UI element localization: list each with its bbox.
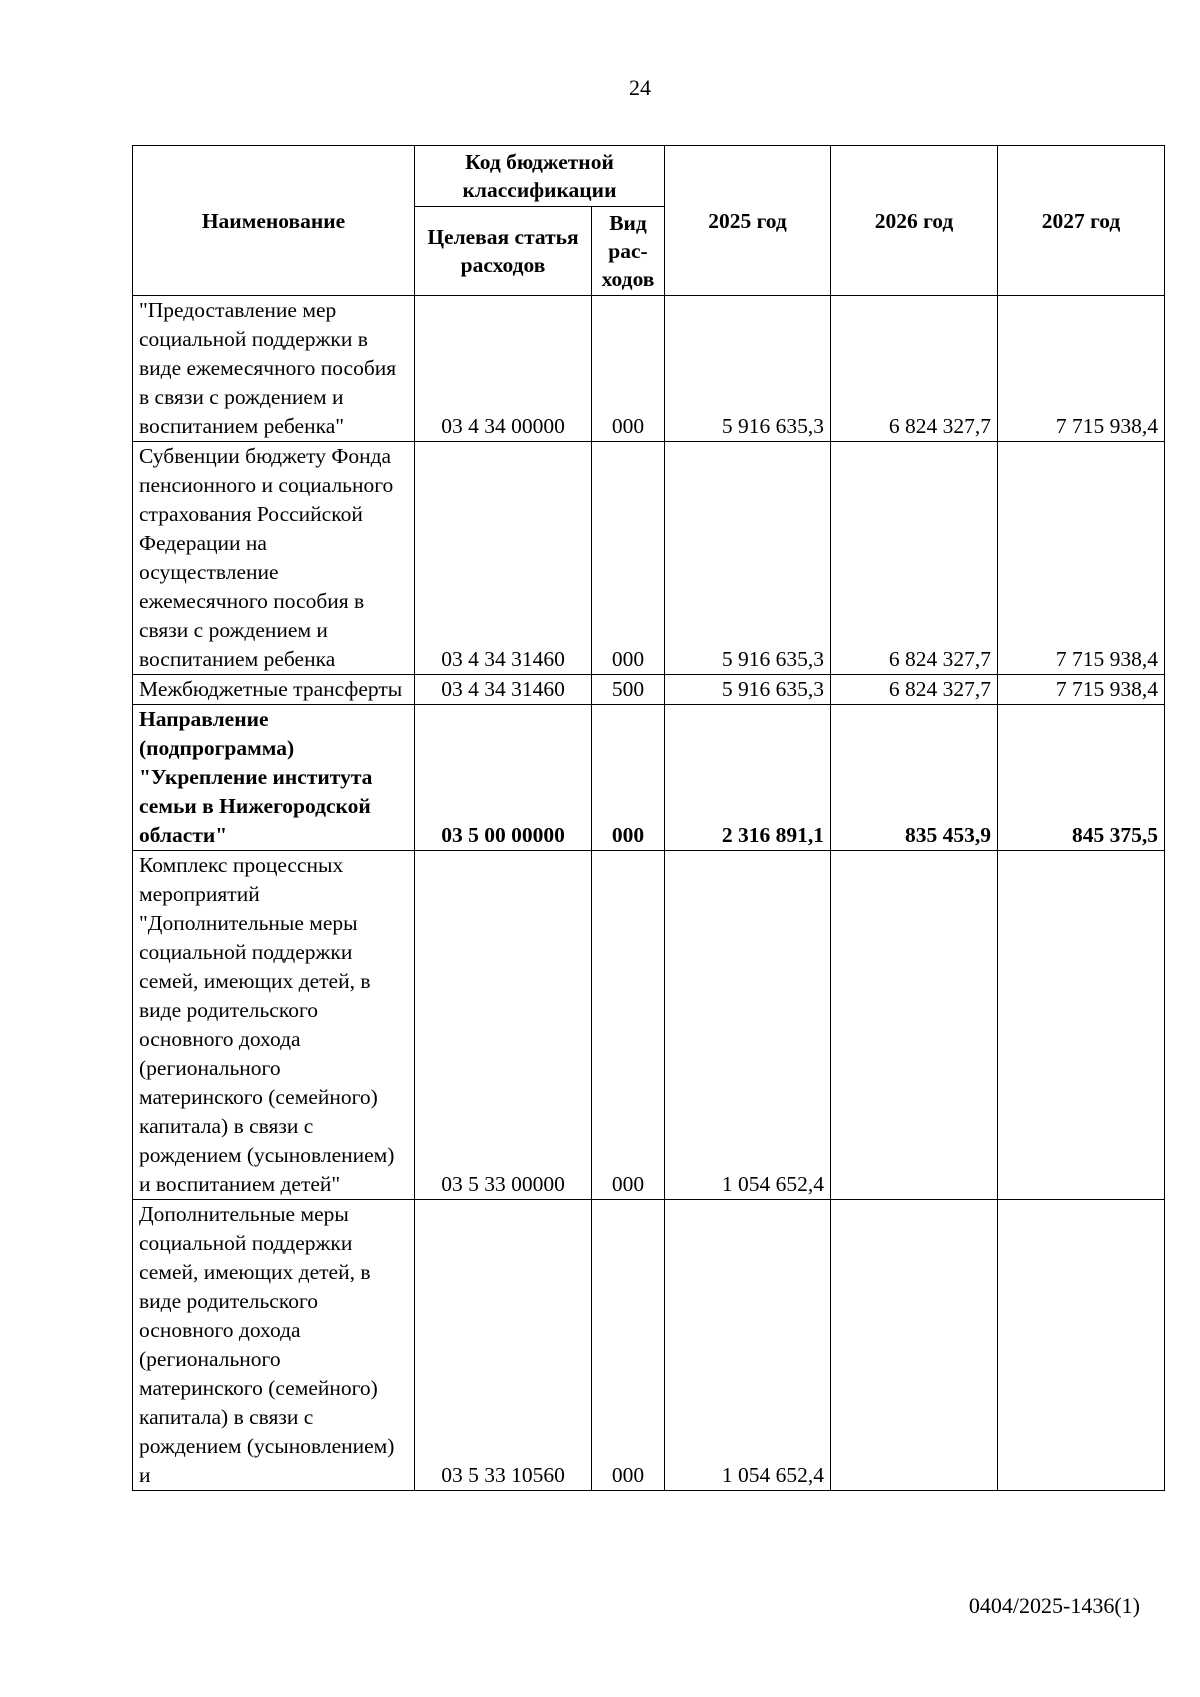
row-value-2025: 5 916 635,3: [665, 675, 831, 705]
row-value-2026: 6 824 327,7: [831, 442, 998, 675]
row-expense-type: 000: [592, 1200, 665, 1491]
row-name: Субвенции бюджету Фонда пенсионного и социального страхования Российской Федерации на осуществление ежемесячного пособия в связи с рождением и воспитанием ребенка: [133, 442, 415, 675]
header-expense-type: Вид рас-ходов: [592, 207, 665, 296]
row-value-2027: 7 715 938,4: [998, 296, 1165, 442]
table-row: [133, 1200, 1165, 1491]
row-name: "Предоставление мер социальной поддержки в виде ежемесячного пособия в связи с рождением и воспитанием ребенка": [133, 296, 415, 442]
row-value-2027: [998, 851, 1165, 1200]
document-number: 0404/2025-1436(1): [968, 1593, 1140, 1618]
table-row: [133, 296, 1165, 442]
table-row: [133, 675, 1165, 705]
row-value-2026: [831, 1200, 998, 1491]
budget-table: [132, 145, 1165, 1491]
row-value-2027: 7 715 938,4: [998, 675, 1165, 705]
header-name: Наименование: [133, 146, 415, 296]
row-value-2025: 5 916 635,3: [665, 296, 831, 442]
row-value-2027: 7 715 938,4: [998, 442, 1165, 675]
row-expense-type: 000: [592, 851, 665, 1200]
row-target-article: 03 5 33 00000: [415, 851, 592, 1200]
row-name: Межбюджетные трансферты: [133, 675, 415, 705]
row-value-2026: 6 824 327,7: [831, 675, 998, 705]
row-name: Направление (подпрограмма) "Укрепление института семьи в Нижегородской области": [133, 705, 415, 851]
table-row: [133, 442, 1165, 675]
header-2026: 2026 год: [831, 146, 998, 296]
table-body: [133, 296, 1165, 1491]
row-target-article: 03 5 00 00000: [415, 705, 592, 851]
row-expense-type: 000: [592, 296, 665, 442]
header-target-article: Целевая статья расходов: [415, 207, 592, 296]
row-expense-type: 500: [592, 675, 665, 705]
row-value-2025: 1 054 652,4: [665, 1200, 831, 1491]
row-expense-type: 000: [592, 705, 665, 851]
row-name: Комплекс процессных мероприятий "Дополнительные меры социальной поддержки семей, имеющих детей, в виде родительского основного дохода (регионального материнского (семейного) капитала) в связи с рождением (усыновлением) и воспитанием детей": [133, 851, 415, 1200]
row-name: Дополнительные меры социальной поддержки семей, имеющих детей, в виде родительского основного дохода (регионального материнского (семейного) капитала) в связи с рождением (усыновлением) и: [133, 1200, 415, 1491]
table-row-subprogram: [133, 705, 1165, 851]
row-value-2027: [998, 1200, 1165, 1491]
row-value-2026: 6 824 327,7: [831, 296, 998, 442]
row-value-2025: 5 916 635,3: [665, 442, 831, 675]
header-2027: 2027 год: [998, 146, 1165, 296]
table-row: [133, 851, 1165, 1200]
row-target-article: 03 4 34 31460: [415, 442, 592, 675]
row-target-article: 03 4 34 00000: [415, 296, 592, 442]
header-kbk: Код бюджетной классификации: [415, 146, 665, 207]
row-value-2026: [831, 851, 998, 1200]
row-target-article: 03 4 34 31460: [415, 675, 592, 705]
row-value-2025: 1 054 652,4: [665, 851, 831, 1200]
row-value-2027: 845 375,5: [998, 705, 1165, 851]
page-number: 24: [629, 75, 651, 100]
row-value-2025: 2 316 891,1: [665, 705, 831, 851]
header-2025: 2025 год: [665, 146, 831, 296]
table-header: [133, 146, 1165, 296]
row-value-2026: 835 453,9: [831, 705, 998, 851]
row-expense-type: 000: [592, 442, 665, 675]
row-target-article: 03 5 33 10560: [415, 1200, 592, 1491]
